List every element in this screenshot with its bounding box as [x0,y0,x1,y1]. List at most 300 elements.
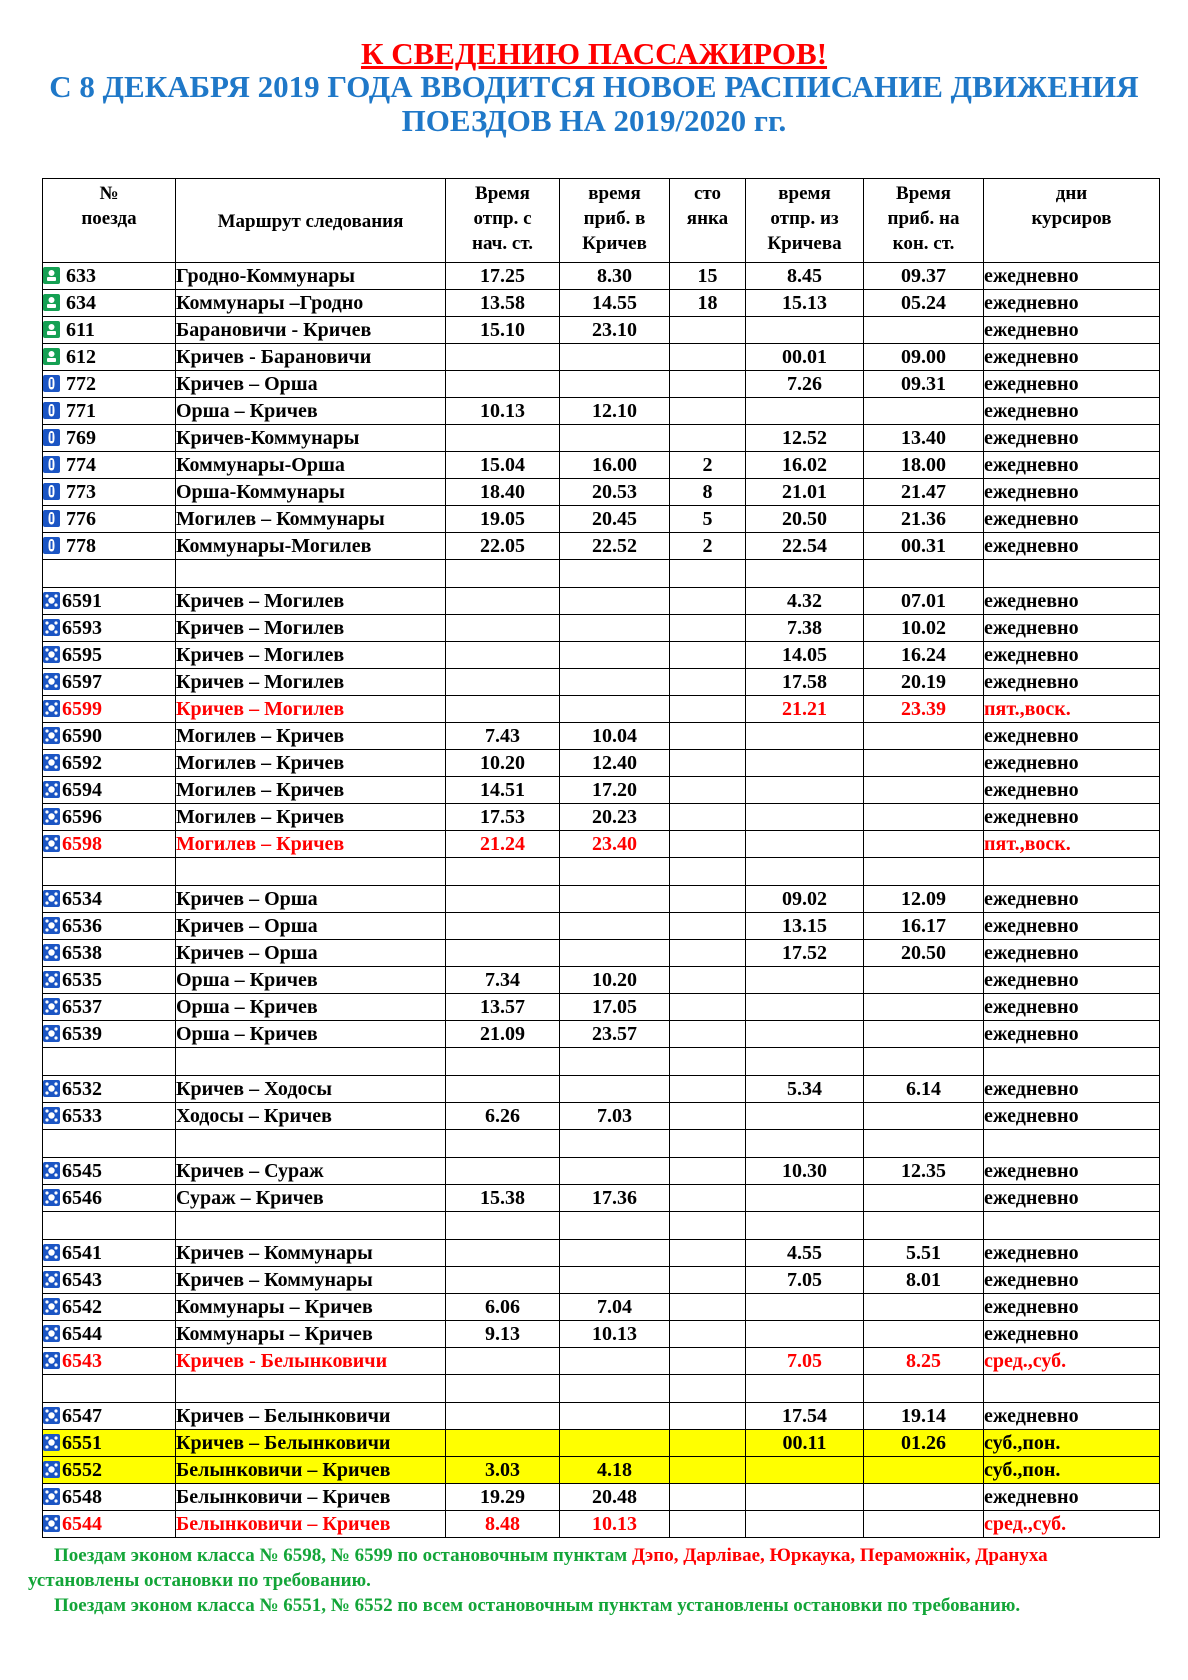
stop-duration-cell [670,1103,746,1130]
empty-cell [560,1212,670,1240]
route-cell: Ходосы – Кричев [176,1103,446,1130]
route-cell: Могилев – Кричев [176,831,446,858]
train-number: 634 [66,292,96,314]
train-number-cell [43,967,176,994]
train-number-cell [43,1240,176,1267]
arrival-terminal-cell: 21.47 [864,479,984,506]
stop-duration-cell [670,750,746,777]
train-row [43,425,1160,452]
train-row [43,615,1160,642]
departure-origin-cell: 13.57 [446,994,560,1021]
empty-cell [560,1048,670,1076]
interregional-train-icon [43,456,60,473]
departure-origin-cell: 15.38 [446,1185,560,1212]
arrival-terminal-cell: 01.26 [864,1430,984,1457]
arrival-krichev-cell: 20.53 [560,479,670,506]
arrival-krichev-cell: 17.20 [560,777,670,804]
running-days-cell: ежедневно [984,940,1160,967]
arrival-terminal-cell [864,967,984,994]
train-row [43,994,1160,1021]
stop-duration-cell [670,398,746,425]
running-days-cell: ежедневно [984,994,1160,1021]
train-number-cell [43,940,176,967]
departure-krichev-cell [746,1457,864,1484]
departure-origin-cell: 7.43 [446,723,560,750]
empty-cell [176,1212,446,1240]
stop-duration-cell [670,1267,746,1294]
arrival-terminal-cell: 12.35 [864,1158,984,1185]
stop-duration-cell [670,1511,746,1538]
empty-cell [984,1212,1160,1240]
arrival-terminal-cell: 19.14 [864,1403,984,1430]
train-row [43,398,1160,425]
train-number-cell [43,1103,176,1130]
footnote-1-stop-names: Дэпо, Дарлівае, Юркаука, Пераможнік, Дрануха [631,1545,1048,1566]
departure-origin-cell: 19.29 [446,1484,560,1511]
footnote-1-text: Поездам эконом класса № 6598, № 6599 по остановочным пунктам [54,1545,632,1566]
arrival-terminal-cell [864,1021,984,1048]
regional-economy-train-icon [43,592,60,609]
route-cell: Кричев – Ходосы [176,1076,446,1103]
departure-origin-cell [446,696,560,723]
departure-origin-cell [446,913,560,940]
arrival-terminal-cell [864,1484,984,1511]
arrival-terminal-cell [864,398,984,425]
stop-duration-cell: 15 [670,263,746,290]
departure-krichev-cell: 14.05 [746,642,864,669]
stop-duration-cell [670,1321,746,1348]
arrival-terminal-cell: 21.36 [864,506,984,533]
train-number: 6597 [62,671,102,693]
running-days-cell: ежедневно [984,886,1160,913]
arrival-krichev-cell [560,669,670,696]
train-number: 6546 [62,1187,102,1209]
arrival-krichev-cell: 10.04 [560,723,670,750]
train-number: 6534 [62,888,102,910]
train-number: 6544 [62,1513,102,1535]
empty-cell [670,1048,746,1076]
empty-cell [984,1130,1160,1158]
departure-origin-cell [446,669,560,696]
route-cell: Могилев – Кричев [176,750,446,777]
empty-cell [670,1212,746,1240]
departure-krichev-cell [746,1294,864,1321]
departure-origin-cell: 10.20 [446,750,560,777]
stop-duration-cell [670,696,746,723]
regional-economy-train-icon [43,1189,60,1206]
arrival-krichev-cell: 8.30 [560,263,670,290]
empty-cell [864,858,984,886]
departure-krichev-cell: 17.52 [746,940,864,967]
running-days-cell: ежедневно [984,1294,1160,1321]
arrival-krichev-cell [560,425,670,452]
departure-origin-cell [446,1348,560,1375]
running-days-cell: ежедневно [984,723,1160,750]
running-days-cell: сред.,суб. [984,1511,1160,1538]
regional-economy-train-icon [43,700,60,717]
running-days-cell: ежедневно [984,533,1160,560]
col-header-route [176,179,446,263]
train-row [43,777,1160,804]
empty-cell [864,1212,984,1240]
train-row [43,506,1160,533]
interregional-train-icon [43,429,60,446]
train-row [43,1348,1160,1375]
train-number-cell [43,344,176,371]
train-row [43,1076,1160,1103]
arrival-krichev-cell: 7.03 [560,1103,670,1130]
route-cell: Кричев – Орша [176,886,446,913]
train-row [43,913,1160,940]
col-header-line: нач. ст. [472,233,533,254]
regional-economy-train-icon [43,1488,60,1505]
col-header-line: Кричев [582,233,647,254]
train-number-cell [43,1403,176,1430]
train-number: 6535 [62,969,102,991]
train-number-cell [43,317,176,344]
train-number: 6533 [62,1105,102,1127]
departure-origin-cell: 19.05 [446,506,560,533]
regional-economy-train-icon [43,1407,60,1424]
departure-origin-cell [446,615,560,642]
departure-origin-cell [446,886,560,913]
arrival-terminal-cell: 13.40 [864,425,984,452]
arrival-terminal-cell [864,831,984,858]
running-days-cell: суб.,пон. [984,1457,1160,1484]
arrival-terminal-cell: 09.31 [864,371,984,398]
regional-economy-train-icon [43,1162,60,1179]
empty-cell [746,560,864,588]
departure-origin-cell [446,425,560,452]
arrival-terminal-cell: 8.25 [864,1348,984,1375]
col-header-line: отпр. из [770,208,839,229]
arrival-krichev-cell [560,1158,670,1185]
departure-origin-cell: 17.25 [446,263,560,290]
arrival-terminal-cell: 8.01 [864,1267,984,1294]
stop-duration-cell [670,1403,746,1430]
regional-economy-train-icon [43,1461,60,1478]
route-cell: Коммунары –Гродно [176,290,446,317]
notice-title: К СВЕДЕНИЮ ПАССАЖИРОВ! [360,36,828,71]
train-number-cell [43,263,176,290]
departure-krichev-cell [746,777,864,804]
empty-cell [560,560,670,588]
arrival-terminal-cell: 09.00 [864,344,984,371]
train-number: 6591 [62,590,102,612]
interregional-train-icon [43,483,60,500]
col-header-departure-origin [446,179,560,263]
section-separator-row [43,1375,1160,1403]
interregional-train-icon [43,510,60,527]
train-number-cell [43,669,176,696]
train-number-cell [43,1457,176,1484]
empty-cell [984,1375,1160,1403]
regional-economy-train-icon [43,890,60,907]
arrival-krichev-cell [560,1267,670,1294]
col-header-line: Время [475,183,530,204]
arrival-krichev-cell: 20.23 [560,804,670,831]
train-number-cell [43,696,176,723]
departure-origin-cell [446,1267,560,1294]
train-schedule-table [42,178,1160,1538]
arrival-krichev-cell [560,344,670,371]
train-number-cell [43,1430,176,1457]
departure-krichev-cell [746,1103,864,1130]
empty-cell [446,1130,560,1158]
route-cell: Кричев - Барановичи [176,344,446,371]
route-cell: Кричев – Могилев [176,642,446,669]
arrival-krichev-cell: 22.52 [560,533,670,560]
train-number-cell [43,479,176,506]
regional-economy-train-icon [43,998,60,1015]
arrival-krichev-cell [560,1430,670,1457]
regional-economy-train-icon [43,1244,60,1261]
col-header-arrival-krichev [560,179,670,263]
running-days-cell: ежедневно [984,669,1160,696]
departure-origin-cell: 9.13 [446,1321,560,1348]
departure-krichev-cell: 21.21 [746,696,864,723]
route-cell: Кричев – Орша [176,913,446,940]
train-row [43,1430,1160,1457]
arrival-terminal-cell [864,1294,984,1321]
col-header-line: время [778,183,831,204]
train-number-cell [43,913,176,940]
departure-krichev-cell [746,1185,864,1212]
train-number-cell [43,425,176,452]
arrival-krichev-cell: 14.55 [560,290,670,317]
col-header-line: курсиров [1031,208,1112,229]
arrival-krichev-cell [560,886,670,913]
train-row [43,1484,1160,1511]
section-separator-row [43,1212,1160,1240]
train-row [43,1185,1160,1212]
train-number: 6539 [62,1023,102,1045]
train-number: 771 [66,400,96,422]
train-row [43,1021,1160,1048]
departure-origin-cell: 21.24 [446,831,560,858]
departure-krichev-cell: 12.52 [746,425,864,452]
arrival-krichev-cell: 12.10 [560,398,670,425]
departure-origin-cell [446,940,560,967]
regional-economy-train-icon [43,646,60,663]
train-number: 773 [66,481,96,503]
empty-cell [560,1375,670,1403]
running-days-cell: ежедневно [984,588,1160,615]
col-header-arrival-terminal [864,179,984,263]
arrival-krichev-cell: 20.48 [560,1484,670,1511]
train-number-cell [43,1076,176,1103]
stop-duration-cell: 8 [670,479,746,506]
arrival-terminal-cell: 05.24 [864,290,984,317]
departure-origin-cell: 6.26 [446,1103,560,1130]
empty-cell [746,1212,864,1240]
departure-krichev-cell: 22.54 [746,533,864,560]
arrival-krichev-cell: 7.04 [560,1294,670,1321]
stop-duration-cell [670,940,746,967]
train-number-cell [43,804,176,831]
regional-economy-train-icon [43,754,60,771]
train-number-cell [43,533,176,560]
train-number: 6532 [62,1078,102,1100]
train-number: 6552 [62,1459,102,1481]
route-cell: Кричев - Белынковичи [176,1348,446,1375]
col-header-line: кон. ст. [892,233,955,254]
departure-origin-cell: 13.58 [446,290,560,317]
regional-economy-train-icon [43,781,60,798]
train-row [43,1294,1160,1321]
empty-cell [446,858,560,886]
route-cell: Кричев – Белынковичи [176,1403,446,1430]
running-days-cell: ежедневно [984,263,1160,290]
arrival-terminal-cell [864,1457,984,1484]
route-cell: Коммунары-Орша [176,452,446,479]
empty-cell [560,858,670,886]
train-row [43,1267,1160,1294]
arrival-terminal-cell: 07.01 [864,588,984,615]
train-row [43,263,1160,290]
route-cell: Орша – Кричев [176,398,446,425]
stop-duration-cell [670,1457,746,1484]
arrival-terminal-cell: 18.00 [864,452,984,479]
train-number: 6592 [62,752,102,774]
arrival-terminal-cell: 20.19 [864,669,984,696]
departure-krichev-cell: 16.02 [746,452,864,479]
col-header-line: приб. на [887,208,960,229]
arrival-terminal-cell: 23.39 [864,696,984,723]
train-number: 6598 [62,833,102,855]
stop-duration-cell [670,967,746,994]
running-days-cell: ежедневно [984,615,1160,642]
regional-economy-train-icon [43,1080,60,1097]
arrival-terminal-cell [864,1511,984,1538]
train-number: 6541 [62,1242,102,1264]
arrival-krichev-cell [560,588,670,615]
col-header-days [984,179,1160,263]
departure-origin-cell [446,1240,560,1267]
running-days-cell: ежедневно [984,317,1160,344]
col-header-line: № [99,183,119,204]
empty-cell [446,1048,560,1076]
arrival-terminal-cell [864,1185,984,1212]
empty-cell [560,1130,670,1158]
empty-cell [670,560,746,588]
arrival-krichev-cell: 20.45 [560,506,670,533]
departure-krichev-cell [746,1484,864,1511]
departure-krichev-cell [746,804,864,831]
train-number-cell [43,1185,176,1212]
col-header-line: сто [693,183,721,204]
running-days-cell: ежедневно [984,913,1160,940]
regional-economy-train-icon [43,944,60,961]
stop-duration-cell [670,615,746,642]
col-header-line: приб. в [583,208,646,229]
arrival-krichev-cell [560,642,670,669]
route-cell: Белынковичи – Кричев [176,1511,446,1538]
section-separator-row [43,560,1160,588]
departure-origin-cell: 22.05 [446,533,560,560]
departure-origin-cell [446,344,560,371]
running-days-cell: ежедневно [984,1185,1160,1212]
stop-duration-cell [670,371,746,398]
empty-cell [670,1130,746,1158]
running-days-cell: ежедневно [984,344,1160,371]
train-number-cell [43,290,176,317]
regional-economy-train-icon [43,808,60,825]
stop-duration-cell [670,1430,746,1457]
running-days-cell: ежедневно [984,1321,1160,1348]
train-number-cell [43,588,176,615]
arrival-terminal-cell [864,804,984,831]
train-number-cell [43,1267,176,1294]
departure-krichev-cell [746,317,864,344]
departure-origin-cell [446,1403,560,1430]
empty-cell [176,1375,446,1403]
stop-duration-cell [670,1240,746,1267]
arrival-terminal-cell [864,723,984,750]
arrival-terminal-cell [864,1103,984,1130]
footnote-stops-6551-6552: Поездам эконом класса № 6551, № 6552 по всем остановочным пунктам установлены остановки по требованию. [54,1595,1021,1616]
train-number-cell [43,615,176,642]
train-row [43,750,1160,777]
empty-cell [43,1130,176,1158]
regional-business-train-icon [43,267,60,284]
arrival-terminal-cell: 12.09 [864,886,984,913]
empty-cell [43,1212,176,1240]
route-cell: Орша – Кричев [176,1021,446,1048]
empty-cell [864,1130,984,1158]
regional-economy-train-icon [43,1352,60,1369]
stop-duration-cell [670,1185,746,1212]
arrival-krichev-cell: 16.00 [560,452,670,479]
train-row [43,344,1160,371]
departure-krichev-cell: 4.32 [746,588,864,615]
train-number: 6536 [62,915,102,937]
arrival-krichev-cell [560,1403,670,1430]
train-number-cell [43,1321,176,1348]
departure-origin-cell: 21.09 [446,1021,560,1048]
arrival-krichev-cell: 10.20 [560,967,670,994]
departure-krichev-cell: 13.15 [746,913,864,940]
train-row [43,723,1160,750]
col-header-line: время [588,183,641,204]
train-number-cell [43,777,176,804]
section-separator-row [43,1130,1160,1158]
arrival-terminal-cell [864,1321,984,1348]
regional-economy-train-icon [43,1271,60,1288]
running-days-cell: ежедневно [984,967,1160,994]
departure-origin-cell [446,588,560,615]
train-number: 6544 [62,1323,102,1345]
train-number-cell [43,452,176,479]
col-header-line: Маршрут следования [217,211,404,232]
train-number-cell [43,1348,176,1375]
train-number: 6545 [62,1160,102,1182]
departure-krichev-cell: 7.05 [746,1348,864,1375]
empty-cell [670,858,746,886]
running-days-cell: сред.,суб. [984,1348,1160,1375]
departure-krichev-cell: 00.11 [746,1430,864,1457]
running-days-cell: ежедневно [984,777,1160,804]
empty-cell [984,858,1160,886]
arrival-krichev-cell [560,1076,670,1103]
stop-duration-cell [670,425,746,452]
departure-krichev-cell: 20.50 [746,506,864,533]
arrival-krichev-cell: 17.36 [560,1185,670,1212]
departure-origin-cell: 3.03 [446,1457,560,1484]
arrival-krichev-cell [560,940,670,967]
train-number: 6599 [62,698,102,720]
departure-krichev-cell: 21.01 [746,479,864,506]
